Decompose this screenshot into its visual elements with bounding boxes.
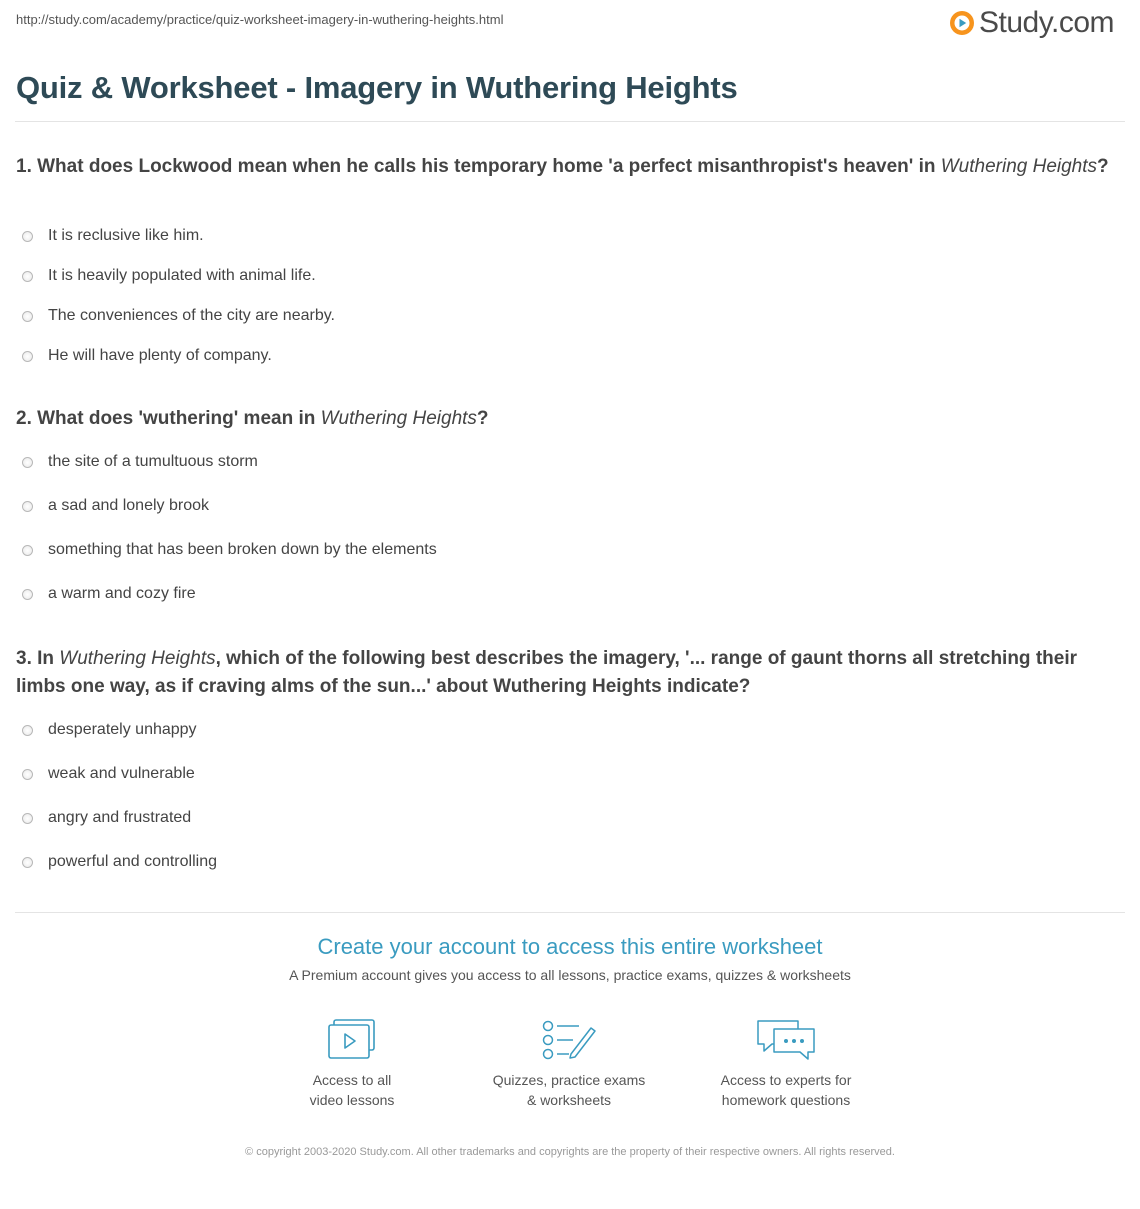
answer-label: The conveniences of the city are nearby. xyxy=(48,307,335,324)
feature-line: Access to experts for xyxy=(720,1072,852,1088)
cta-title-link[interactable]: Create your account to access this entire worksheet xyxy=(317,934,823,959)
answer-label: It is heavily populated with animal life. xyxy=(48,267,316,284)
feature-experts xyxy=(686,1018,886,1110)
question-2 xyxy=(16,405,1116,433)
radio-button[interactable] xyxy=(22,725,33,736)
logo-text: Study.com xyxy=(979,6,1114,39)
page-title: Quiz & Worksheet - Imagery in Wuthering Heights xyxy=(16,70,738,105)
question-text: 2. What does 'wuthering' mean in xyxy=(16,408,321,429)
feature-line: Access to all xyxy=(312,1072,392,1088)
cta-subtitle: A Premium account gives you access to all lessons, practice exams, quizzes & worksheets xyxy=(289,967,851,983)
question-1 xyxy=(16,153,1116,181)
radio-button[interactable] xyxy=(22,769,33,780)
answer-list-2 xyxy=(22,440,437,616)
question-italic-title: Wuthering Heights xyxy=(320,408,477,429)
question-suffix: ? xyxy=(476,408,489,429)
question-3 xyxy=(16,645,1116,701)
radio-button[interactable] xyxy=(22,589,33,600)
play-circle-icon xyxy=(949,10,975,36)
radio-button[interactable] xyxy=(22,311,33,322)
answer-label: a warm and cozy fire xyxy=(48,585,196,602)
answer-option[interactable] xyxy=(22,796,217,840)
question-text: 1. What does Lockwood mean when he calls his temporary home 'a perfect misanthropist's heaven' in xyxy=(16,156,941,177)
title-divider xyxy=(15,121,1125,122)
answer-label: a sad and lonely brook xyxy=(48,497,209,514)
answer-label: It is reclusive like him. xyxy=(48,227,204,244)
copyright-notice: © copyright 2003-2020 Study.com. All other trademarks and copyrights are the property of their respective owners. All rights reserved. xyxy=(245,1146,895,1158)
feature-quizzes xyxy=(469,1018,669,1110)
answer-label: something that has been broken down by the elements xyxy=(48,541,437,558)
radio-button[interactable] xyxy=(22,231,33,242)
answer-option[interactable] xyxy=(22,484,437,528)
answer-option[interactable] xyxy=(22,528,437,572)
answer-option[interactable] xyxy=(22,572,437,616)
radio-button[interactable] xyxy=(22,813,33,824)
answer-option[interactable] xyxy=(22,216,335,256)
radio-button[interactable] xyxy=(22,545,33,556)
answer-label: the site of a tumultuous storm xyxy=(48,453,258,470)
answer-option[interactable] xyxy=(22,296,335,336)
video-lessons-icon xyxy=(326,1018,378,1062)
radio-button[interactable] xyxy=(22,857,33,868)
answer-label: powerful and controlling xyxy=(48,853,217,870)
radio-button[interactable] xyxy=(22,457,33,468)
question-text: 3. In xyxy=(16,648,60,669)
study-logo[interactable] xyxy=(949,6,1114,40)
answer-label: weak and vulnerable xyxy=(48,765,195,782)
feature-line: & worksheets xyxy=(526,1092,612,1108)
checklist-icon xyxy=(541,1018,597,1062)
answer-label: angry and frustrated xyxy=(48,809,192,826)
radio-button[interactable] xyxy=(22,351,33,362)
feature-line: video lessons xyxy=(309,1092,395,1108)
answer-option[interactable] xyxy=(22,440,437,484)
page-url: http://study.com/academy/practice/quiz-worksheet-imagery-in-wuthering-heights.html xyxy=(16,12,504,27)
question-suffix: ? xyxy=(1097,156,1109,177)
answer-option[interactable] xyxy=(22,708,217,752)
question-italic-title: Wuthering Heights xyxy=(59,648,216,669)
answer-option[interactable] xyxy=(22,256,335,296)
answer-option[interactable] xyxy=(22,840,217,884)
answer-option[interactable] xyxy=(22,752,217,796)
chat-bubbles-icon xyxy=(754,1018,818,1062)
radio-button[interactable] xyxy=(22,271,33,282)
feature-video-lessons xyxy=(252,1018,452,1110)
radio-button[interactable] xyxy=(22,501,33,512)
answer-option[interactable] xyxy=(22,336,335,376)
answer-label: desperately unhappy xyxy=(48,721,197,738)
answer-list-1 xyxy=(22,216,335,376)
cta-divider xyxy=(15,912,1125,913)
feature-line: Quizzes, practice exams xyxy=(492,1072,646,1088)
answer-label: He will have plenty of company. xyxy=(48,347,272,364)
answer-list-3 xyxy=(22,708,217,884)
signup-cta xyxy=(0,934,1140,983)
question-italic-title: Wuthering Heights xyxy=(940,156,1098,177)
question-suffix: , which of the following best describes the imagery, '... range of gaunt thorns all stretching their limbs one way, as if craving alms of the sun...' about Wuthering Heights indicate? xyxy=(16,648,1077,697)
feature-line: homework questions xyxy=(721,1092,851,1108)
